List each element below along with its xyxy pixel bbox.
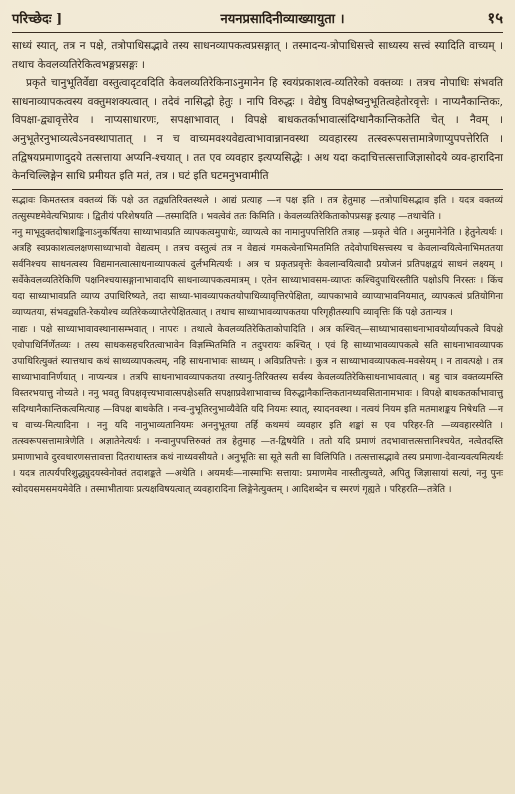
commentary-paragraph: ननु माभूदुक्तदोषाशङ्किनाऽनुकर्षितया साध्याभावप्रति व्यापकत्वमुपाधेः, व्याप्यत्वे का नामानुपपत्तिरिति तत्राह —प्रकृते चेति । अनुमानेनेति । हेतुनेत्यर्थः । अत्रहि स्वप्रकाशत्वलक्षणसाध्याभावो वेद्यत्वम् । तत्रच वस्तुत्वं तत्र न वेद्यत्वं गमकत्वेनाभिमतमिति तदेवोपाधिसत्त्वस्य च केवलान्वयित्वेनाभिमततया सर्वनिश्चय साधनत्वस्य विद्यमानत्वात्साधनाव्यापकत्वं दुर्लभमित्यर्थः । अत्र च प्रकृतप्रवृत्तेः केवलान्वयित्वादौ प्रयोजनं प्रतिपक्षद्वयं साधनं लक्ष्यम् । सर्वेकेवलव्यतिरेकिणि पक्षनिश्चयासङ्गानाभावादपि साधनाव्यापकत्वमात्रम् । एतेन साध्याभावसम-व्याप्तः कश्चिदुपाधिरस्तीति पक्षोऽपि निरस्तः । किंच यदा साध्याभावप्रति व्याप्य उपाधिरिष्यते, तदा साध्या-भावव्यापकतयोपाधिव्यावृत्तिरपेक्षिता, व्यापकाभावे व्याप्याभावनियमात्, व्यापकत्वं प्रतियोगिना व्याप्यतया, संभवद्व्यति-रेकयोश्च व्यतिरेकव्याप्तेरपेक्षितत्वात् । तथाच साध्याभावव्यापकतया परिगृहीतस्यापि व्यावृत्तिः किं पक्षे उतान्यत्र । [12,226,503,319]
commentary-paragraph: सद्भावः किमतस्तत्र वक्तव्यं किं पक्षे उत तद्व्यतिरिक्तस्थले । आद्यं प्रत्याह —न पक्ष इति । तत्र हेतुमाह —तत्रोपाधिसद्भाव इति । यदत्र वक्तव्यं तत्सुस्पष्टमेवेत्यभिप्रायः । द्वितीयं परिशेषयति —तस्मादिति । भवत्वेवं ततः किमिति । केवलव्यतिरेकिताकोपप्रसङ्ग इत्याह —तथाचेति । [12,194,503,222]
header-rule [12,32,503,33]
main-paragraph: प्रकृते चानुभूतिर्वेद्या वस्तुत्वादृटवदिति केवलव्यतिरेकिनाऽनुमानेन हि स्वयंप्रकाशत्व-व्यतिरेको वक्तव्यः । तत्रच नोपाधिः संभवति साधनाव्यापकत्वस्य वक्तुमशक्यत्वात् । तदेवं नासिद्धो हेतुः । नापि विरुद्धः । वेद्येषु विपक्षेष्वनुभूतित्वहेतोरवृत्तेः । नाप्यनैकान्तिकः, विपक्षा-द्व्यावृत्तेरेव । नाप्यसाधारणः, सपक्षाभावात् । विपक्षे बाधकतर्काभावात्संदिग्धानैकान्तिकतेति चेत् । नैवम् । अनुभूतेरनुभाव्यत्वेऽनवस्थापातात् । न च वाच्यमवश्यवेद्यत्वाभावान्नानवस्था व्यवहारस्य तत्स्वरूपसत्तामात्रेणाप्युपपत्तेरिति । तद्विषयप्रमाणादुदये तत्सत्ताया अप्यनि-श्चयात् । तत एव व्यवहार इत्यप्यसिद्धेः । अथ यदा कदाचित्तत्सत्ताजिज्ञासोदये व्यव-हारादिना केनचिल्लिङ्गेन साधि प्रमीयत इति मतं, तत्र । घटं इति घटमनुभवामीति [12,77,503,183]
chapter-label: परिच्छेदः ] [12,12,63,27]
running-header [12,8,503,30]
main-text [12,37,503,186]
commentary-paragraph: नाद्यः । पक्षे साध्याभावावस्थानासम्भवात् । नापरः । तथात्वे केवलव्यतिरेकिताकोपादिति । अत्र कश्चित्—साध्याभावसाधनाभावयोर्व्यापकत्वे विपक्षे एवोपाधिर्निर्णेतव्यः । तस्य साधकसहचरितत्वाभावेन विज्ञम्भितमिति न तदुपरायः कश्चित् । एवं हि साध्याभावव्यापकत्वे सति साधनाभावव्यापक उपाधिरित्युक्तं स्यात्तथाच कथं साध्यव्यापकत्वम्, नहि साधनाभावः साध्यम् । अविप्रतिपत्तेः । कुत्र न साध्याभावव्यापकत्व-मवसेयम् । न तावत्पक्षे । तत्र साध्याभावानिर्णयात् । नाप्यन्यत्र । तत्रपि साधनाभावव्यापकतया तस्यानु-तिरिक्तस्य सर्वस्य केवलव्यतिरेकिसाधनाभावत्वात् । बहु चात्र वक्तव्यमस्ति विस्तरभयात्तु नोच्यते । ननु भवतु विपक्षवृत्त्यभावात्सपक्षेऽसति सपक्षाप्रवेशाभावाच्च विरुद्धानैकान्तिकतानध्यवसितानामभावः । विपक्षे बाधकतर्काभावात्तु सदिग्धानैकान्तिकत्वमित्याह —विपक्ष बाधकेति । नन्व-नुभूतिरनुभाव्यैवेति यदि नियमः स्यात्, स्यादनवस्था । नत्वयं नियम इति मतमाशङ्कय निषेधति —न च वाच्य-मित्यादिना । ननु यदि नानुभाव्यतानियमः अननुभूतया तर्हि कथमयं व्यवहार इति शङ्कां स एव परिहर-ति —व्यवहारस्येति । तत्स्वरूपसत्तामात्रेणेति । अज्ञातेनेत्यर्थः । नन्वानुपपत्तिरुक्तं तत्र हेतुमाह —त-द्विषयेति । ततो यदि प्रमाणं तदभावात्तत्सत्तानिश्चयेत, नत्वेतदस्ति प्रमाणाभावे दुरवधारणसत्तावत्ता दितराधास्तत्र कथं नाध्यवसीयते । अनुभूतिः सा सूते सती सा विलिपिति । तत्सत्तासद्भावे तस्य प्रमाणा-देवान्यवत्यमित्यर्थः । यदत्र तात्पर्यपरिशुद्ध्युदयस्वेनोक्तं तदाशङ्कते —अथेति । अयमर्थः—नास्माभिः सत्ताया: प्रमाणमेव नास्तीत्युच्यते, अपितु जिज्ञासायां सत्यां, ननु पुनः स्वोदयसमसमयमेवेति । तस्माभीतायाः प्रत्यक्षविषयत्वात् व्यवहारादिना लिङ्गेनेत्युक्तम् । आदिशब्देन च स्मरणं गृह्यते । परिहरति—तत्रेति । [12,323,504,496]
commentary-divider [12,189,503,190]
page-number: १५ [487,9,503,27]
commentary [12,193,503,499]
main-paragraph: साध्यं स्यात्, तत्र न पक्षे, तत्रोपाधिसद्भावे तस्य साधनव्यापकत्वप्रसङ्गात् । तस्मादन्य-त्रोपाधिसत्त्वे साध्यस्य सत्त्वं स्यादिति वाच्यम् । तथाच केवलव्यतिरेकित्वभङ्गप्रसङ्गः । [12,40,503,71]
running-title: नयनप्रसादिनीव्याख्यायुता । [220,12,345,27]
